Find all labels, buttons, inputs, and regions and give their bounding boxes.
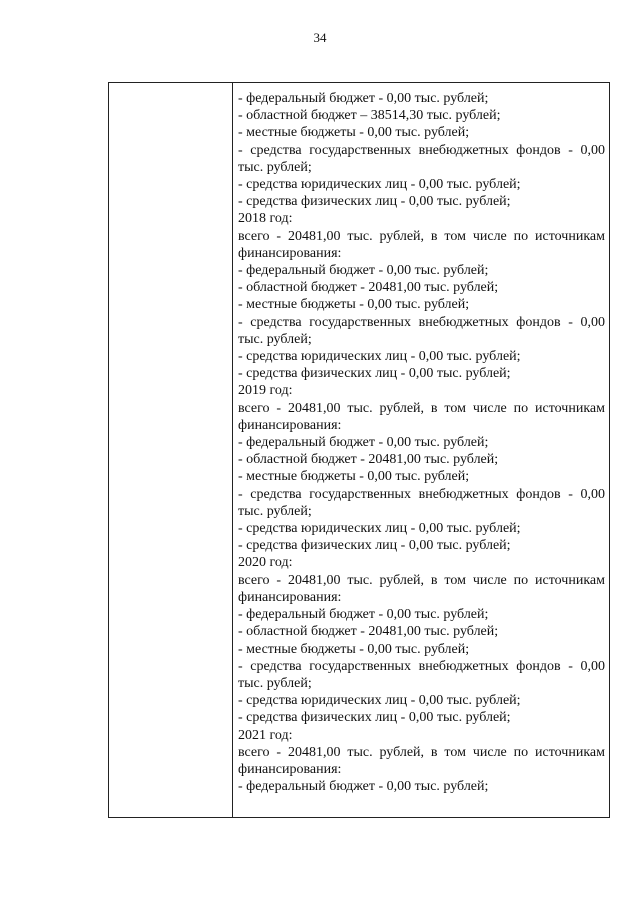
text-line: финансирования: (238, 589, 342, 605)
text-line: - средства физических лиц - 0,00 тыс. рублей; (238, 194, 511, 210)
text-line: тыс. рублей; (238, 159, 312, 175)
text-line: - федеральный бюджет - 0,00 тыс. рублей; (238, 435, 489, 451)
text-line: 2021 год: (238, 727, 293, 743)
text-line: финансирования: (238, 245, 342, 261)
text-line: - областной бюджет - 20481,00 тыс. рублей; (238, 280, 499, 296)
text-line: всего - 20481,00 тыс. рублей, в том числе по источникам (238, 572, 605, 588)
page-number: 34 (313, 30, 327, 45)
text-line: - средства юридических лиц - 0,00 тыс. рублей; (238, 693, 521, 709)
text-line: тыс. рублей; (238, 331, 312, 347)
text-line: финансирования: (238, 417, 342, 433)
text-line: - областной бюджет - 20481,00 тыс. рублей; (238, 624, 499, 640)
text-line: 2019 год: (238, 383, 293, 399)
text-line: - федеральный бюджет - 0,00 тыс. рублей; (238, 779, 489, 795)
text-line: всего - 20481,00 тыс. рублей, в том числе по источникам (238, 400, 605, 416)
text-line: - федеральный бюджет - 0,00 тыс. рублей; (238, 91, 489, 106)
text-line: - средства государственных внебюджетных фондов - 0,00 (238, 314, 605, 330)
text-line: всего - 20481,00 тыс. рублей, в том числе по источникам (238, 744, 605, 760)
text-line: - областной бюджет - 20481,00 тыс. рублей; (238, 452, 499, 468)
text-line: тыс. рублей; (238, 503, 312, 519)
text-line: - местные бюджеты - 0,00 тыс. рублей; (238, 469, 470, 485)
text-line: 2020 год: (238, 555, 293, 571)
text-line: тыс. рублей; (238, 675, 312, 691)
text-line: - местные бюджеты - 0,00 тыс. рублей; (238, 125, 470, 141)
text-line: - средства государственных внебюджетных фондов - 0,00 (238, 142, 605, 158)
text-line: - средства государственных внебюджетных фондов - 0,00 (238, 658, 605, 674)
text-line: 2018 год: (238, 211, 293, 227)
financing-table (108, 82, 610, 818)
text-line: всего - 20481,00 тыс. рублей, в том числе по источникам (238, 228, 605, 244)
text-line: - федеральный бюджет - 0,00 тыс. рублей; (238, 263, 489, 279)
text-line: - средства юридических лиц - 0,00 тыс. рублей; (238, 177, 521, 193)
text-line: финансирования: (238, 761, 342, 777)
text-line: - средства физических лиц - 0,00 тыс. рублей; (238, 710, 511, 726)
table-right-cell (233, 83, 609, 817)
text-line: - федеральный бюджет - 0,00 тыс. рублей; (238, 607, 489, 623)
text-line: - местные бюджеты - 0,00 тыс. рублей; (238, 641, 470, 657)
text-line: - местные бюджеты - 0,00 тыс. рублей; (238, 297, 470, 313)
text-line: - средства физических лиц - 0,00 тыс. рублей; (238, 538, 511, 554)
text-line: - средства государственных внебюджетных фондов - 0,00 (238, 486, 605, 502)
text-line: - средства физических лиц - 0,00 тыс. рублей; (238, 366, 511, 382)
text-line: - областной бюджет – 38514,30 тыс. рублей; (238, 108, 501, 124)
text-line: - средства юридических лиц - 0,00 тыс. рублей; (238, 349, 521, 365)
text-line: - средства юридических лиц - 0,00 тыс. рублей; (238, 521, 521, 537)
table-left-cell (109, 83, 233, 817)
